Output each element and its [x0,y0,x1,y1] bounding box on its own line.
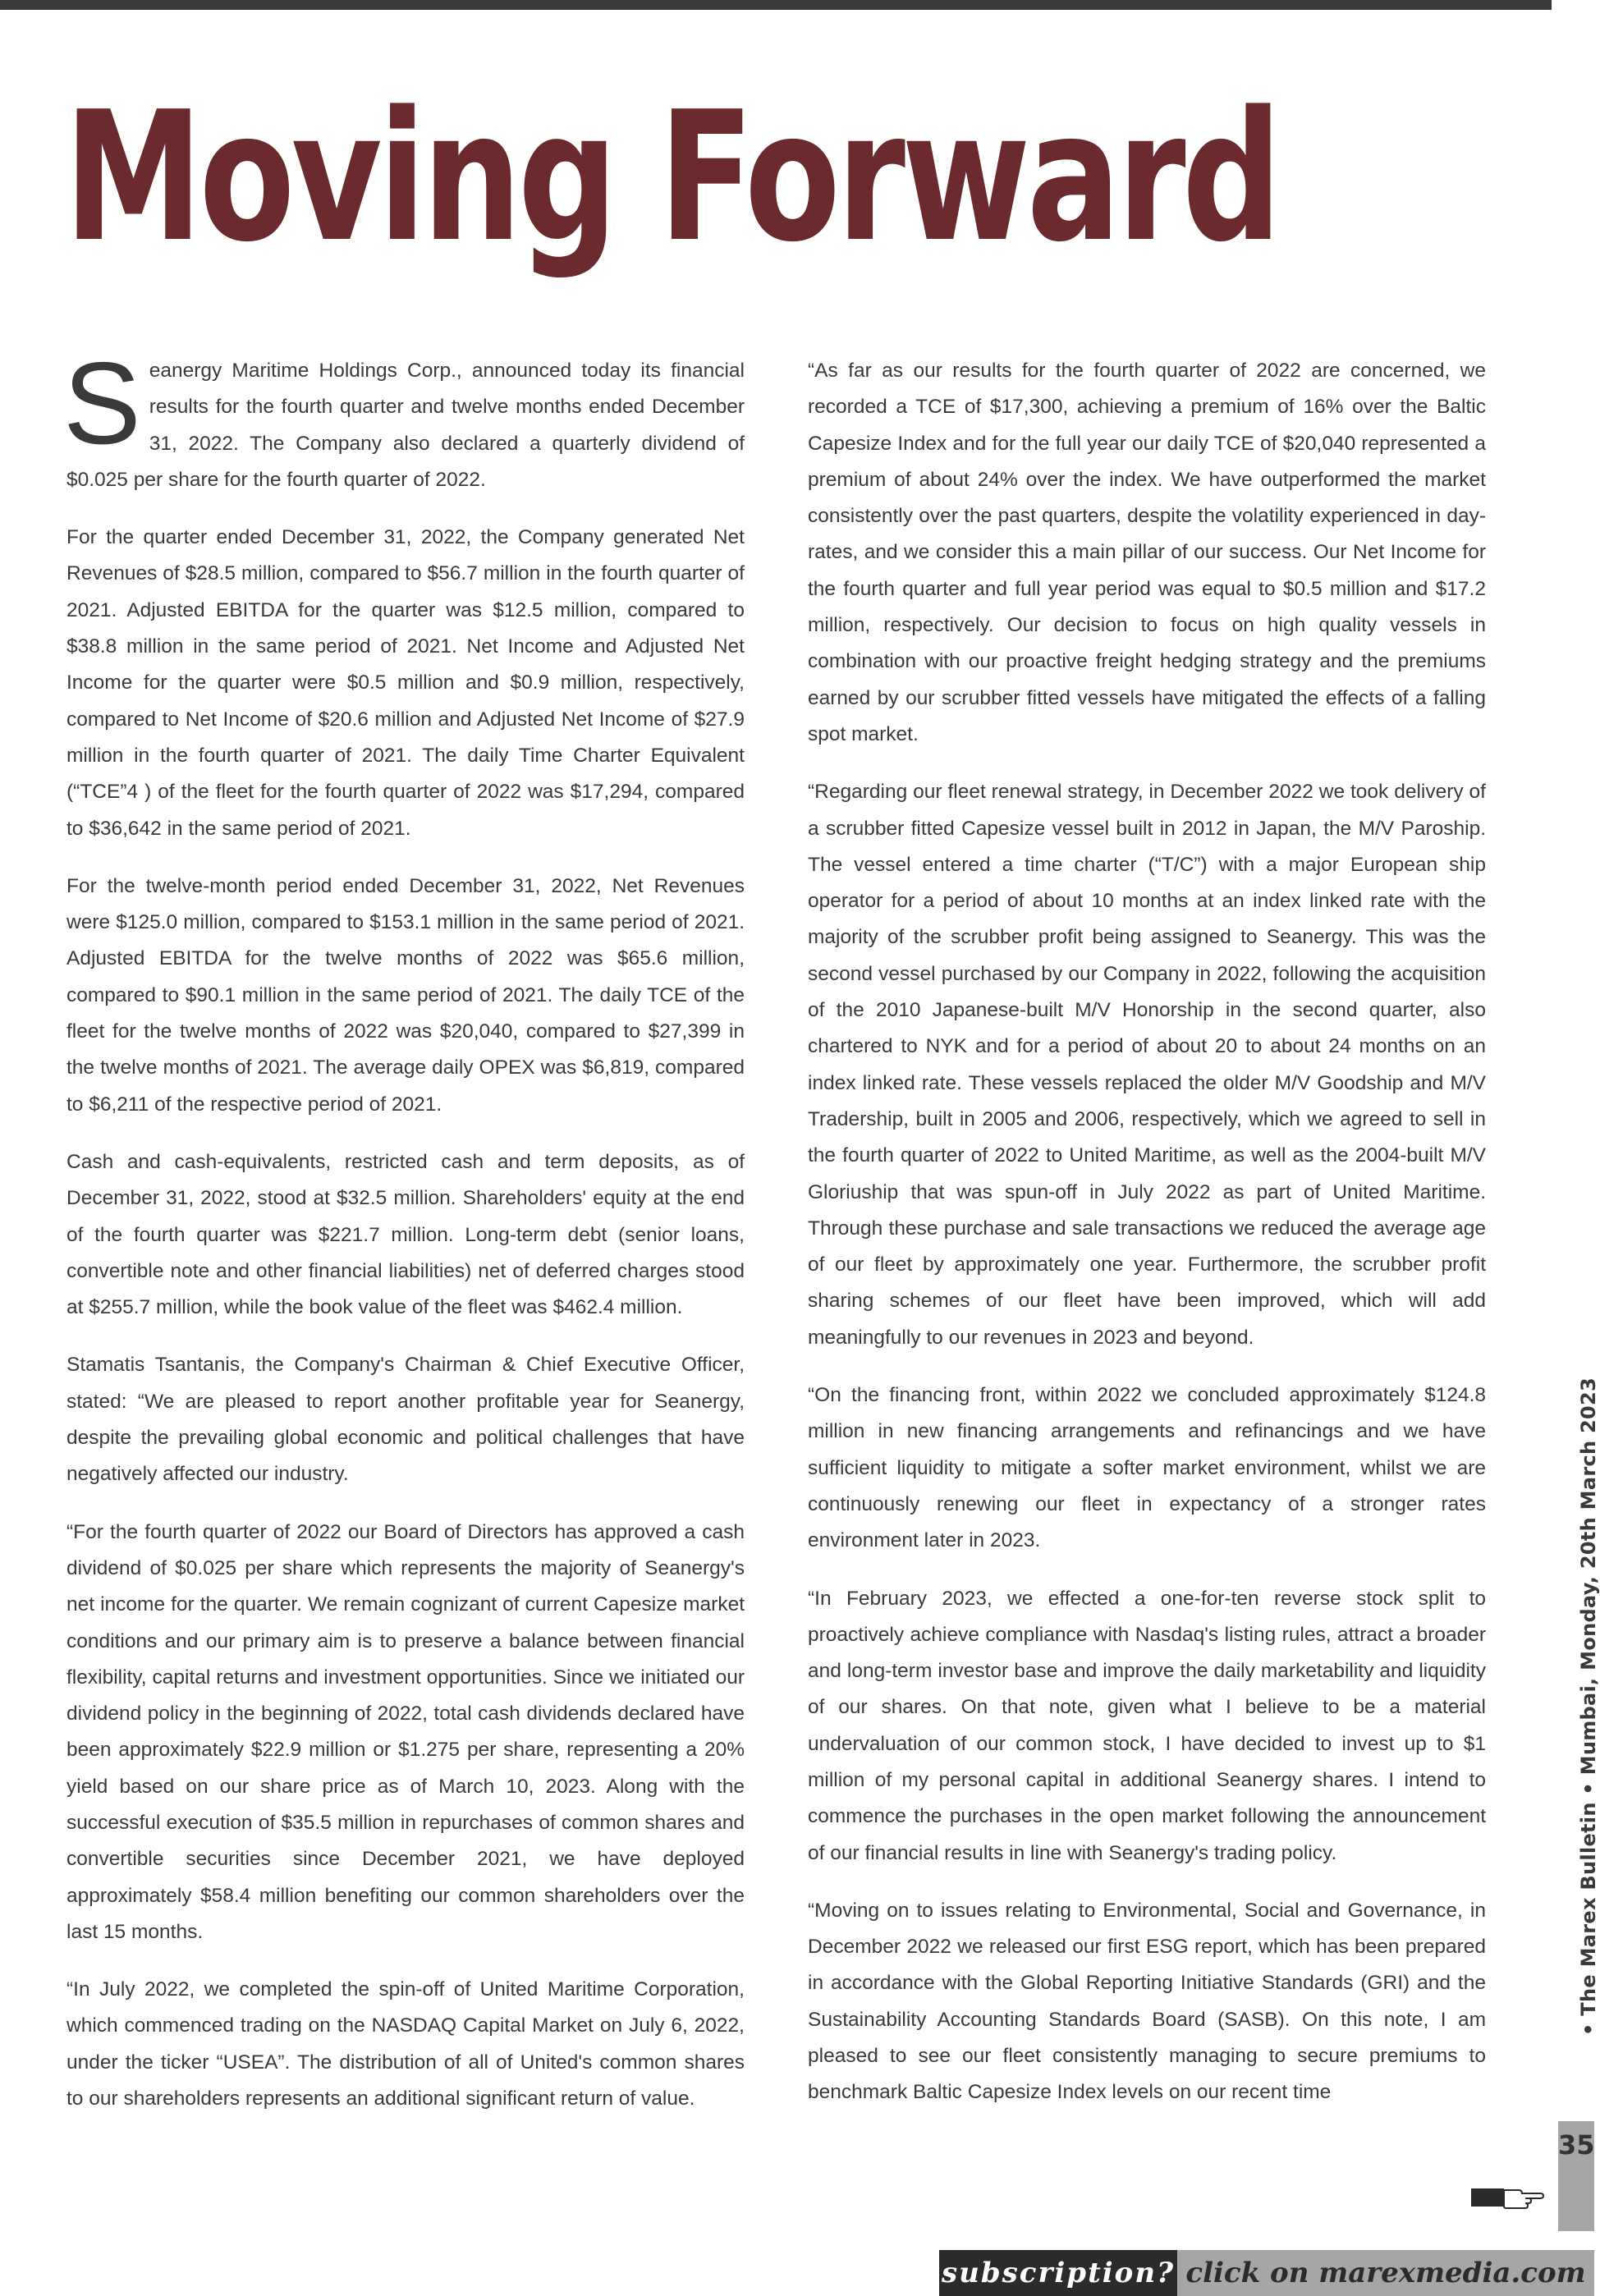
intro-text: eanergy Maritime Holdings Corp., announced today its financial results for the fourth quarter and twelve months ended December 31, 2022. The Company also declared a quarterly dividend of $0.025 per share for the fourth quarter of 2022. [66,360,745,491]
pointing-hand-icon [1471,2184,1545,2211]
body-paragraph: “Moving on to issues relating to Environmental, Social and Governance, in December 2022 we released our first ESG report, which has been prepared in accordance with the Global Reporting Initiative Standards (GRI) and the Sustainability Accounting Standards Board (SASB). On this note, I am pleased to see our fleet consistently managing to secure premiums to benchmark Baltic Capesize Index levels on our recent time [808,1899,1486,2104]
body-paragraph: “For the fourth quarter of 2022 our Board of Directors has approved a cash dividend of $0.025 per share which represents the majority of Seanergy's net income for the quarter. We remain cognizant of current Capesize market conditions and our primary aim is to preserve a balance between financial flexibility, capital returns and investment opportunities. Since we initiated our dividend policy in the beginning of 2022, total cash dividends declared have been approximately $22.9 million or $1.275 per share, representing a 20% yield based on our share price as of March 10, 2023. Along with the successful execution of $35.5 million in repurchases of common shares and convertible securities since December 2021, we have deployed approximately $58.4 million benefiting our common shareholders over the last 15 months. [66,1520,745,1943]
body-paragraph: “As far as our results for the fourth quarter of 2022 are concerned, we recorded a TCE of $17,300, achieving a premium of 16% over the Baltic Capesize Index and for the full year our daily TCE of $20,040 represented a premium of about 24% over the index. We have outperformed the market consistently over the past quarters, despite the volatility experienced in day-rates, and we consider this a main pillar of our success. Our Net Income for the fourth quarter and full year period was equal to $0.5 million and $17.2 million, respectively. Our decision to focus on high quality vessels in combination with our proactive freight hedging strategy and the premiums earned by our scrubber fitted vessels have mitigated the effects of a falling spot market. [808,360,1486,745]
headline: Moving Forward [64,74,1278,282]
running-header: • The Marex Bulletin • Mumbai, Monday, 20th March 2023 [1577,1377,1600,2036]
subscription-label: subscription? [939,2250,1177,2296]
right-column [808,353,1486,2133]
body-paragraph: Stamatis Tsantanis, the Company's Chairman & Chief Executive Officer, stated: “We are pleased to report another profitable year for Seanergy, despite the prevailing global economic and political challenges that have negatively affected our industry. [66,1354,745,1486]
page-number-box [1558,2121,1594,2231]
body-paragraph: “In February 2023, we effected a one-for-ten reverse stock split to proactively achieve compliance with Nasdaq's listing rules, attract a broader and long-term investor base and improve the daily marketability and liquidity of our shares. On that note, given what I believe to be a material undervaluation of our common stock, I have decided to invest up to $1 million of my personal capital in additional Seanergy shares. I intend to commence the purchases in the open market following the announcement of our financial results in line with Seanergy's trading policy. [808,1587,1486,1864]
page-number: 35 [1558,2129,1595,2161]
body-paragraph: “In July 2022, we completed the spin-off of United Maritime Corporation, which commenced trading on the NASDAQ Capital Market on July 6, 2022, under the ticker “USEA”. The distribution of all of United's common shares to our shareholders represents an additional significant return of value. [66,1978,745,2110]
top-rule [0,0,1552,10]
left-column [63,338,745,2138]
intro-paragraph [63,338,745,498]
body-paragraph: For the twelve-month period ended December 31, 2022, Net Revenues were $125.0 million, compared to $153.1 million in the same period of 2021. Adjusted EBITDA for the twelve months of 2022 was $65.6 million, compared to $90.1 million in the same period of 2021. The daily TCE of the fleet for the twelve months of 2022 was $20,040, compared to $27,399 in the twelve months of 2021. The average daily OPEX was $6,819, compared to $6,211 of the respective period of 2021. [66,874,745,1116]
body-paragraph: “Regarding our fleet renewal strategy, in December 2022 we took delivery of a scrubber fitted Capesize vessel built in 2012 in Japan, the M/V Paroship. The vessel entered a time charter (“T/C”) with a major European ship operator for a period of about 10 months at an index linked rate with the majority of the scrubber profit being assigned to Seanergy. This was the second vessel purchased by our Company in 2022, following the acquisition of the 2010 Japanese-built M/V Honorship in the second quarter, also chartered to NYK and for a period of about 20 to about 24 months on an index linked rate. These vessels replaced the older M/V Goodship and M/V Tradership, built in 2005 and 2006, respectively, which we agreed to sell in the fourth quarter of 2022 to United Maritime, as well as the 2004-built M/V Gloriuship that was spun-off in July 2022 as part of United Maritime. Through these purchase and sale transactions we reduced the average age of our fleet by approximately one year. Furthermore, the scrubber profit sharing schemes of our fleet have been improved, which will add meaningfully to our revenues in 2023 and beyond. [808,781,1486,1349]
subscription-banner[interactable] [939,2250,1594,2296]
body-paragraph: Cash and cash-equivalents, restricted cash and term deposits, as of December 31, 2022, stood at $32.5 million. Shareholders' equity at the end of the fourth quarter was $221.7 million. Long-term debt (senior loans, convertible note and other financial liabilities) net of deferred charges stood at $255.7 million, while the book value of the fleet was $462.4 million. [66,1150,745,1319]
subscription-link[interactable]: click on marexmedia.com [1177,2250,1594,2296]
body-paragraph: For the quarter ended December 31, 2022, the Company generated Net Revenues of $28.5 million, compared to $56.7 million in the fourth quarter of 2021. Adjusted EBITDA for the quarter was $12.5 million, compared to $38.8 million in the same period of 2021. Net Income and Adjusted Net Income for the quarter were $0.5 million and $0.9 million, respectively, compared to Net Income of $20.6 million and Adjusted Net Income of $27.9 million in the fourth quarter of 2021. The daily Time Charter Equivalent (“TCE”4 ) of the fleet for the fourth quarter of 2022 was $17,294, compared to $36,642 in the same period of 2021. [66,526,745,840]
dropcap: S [63,338,141,469]
body-paragraph: “On the financing front, within 2022 we concluded approximately $124.8 million in new financing arrangements and refinancings and we have sufficient liquidity to mitigate a softer market environment, whilst we are continuously renewing our fleet in expectancy of a stronger rates environment later in 2023. [808,1384,1486,1552]
